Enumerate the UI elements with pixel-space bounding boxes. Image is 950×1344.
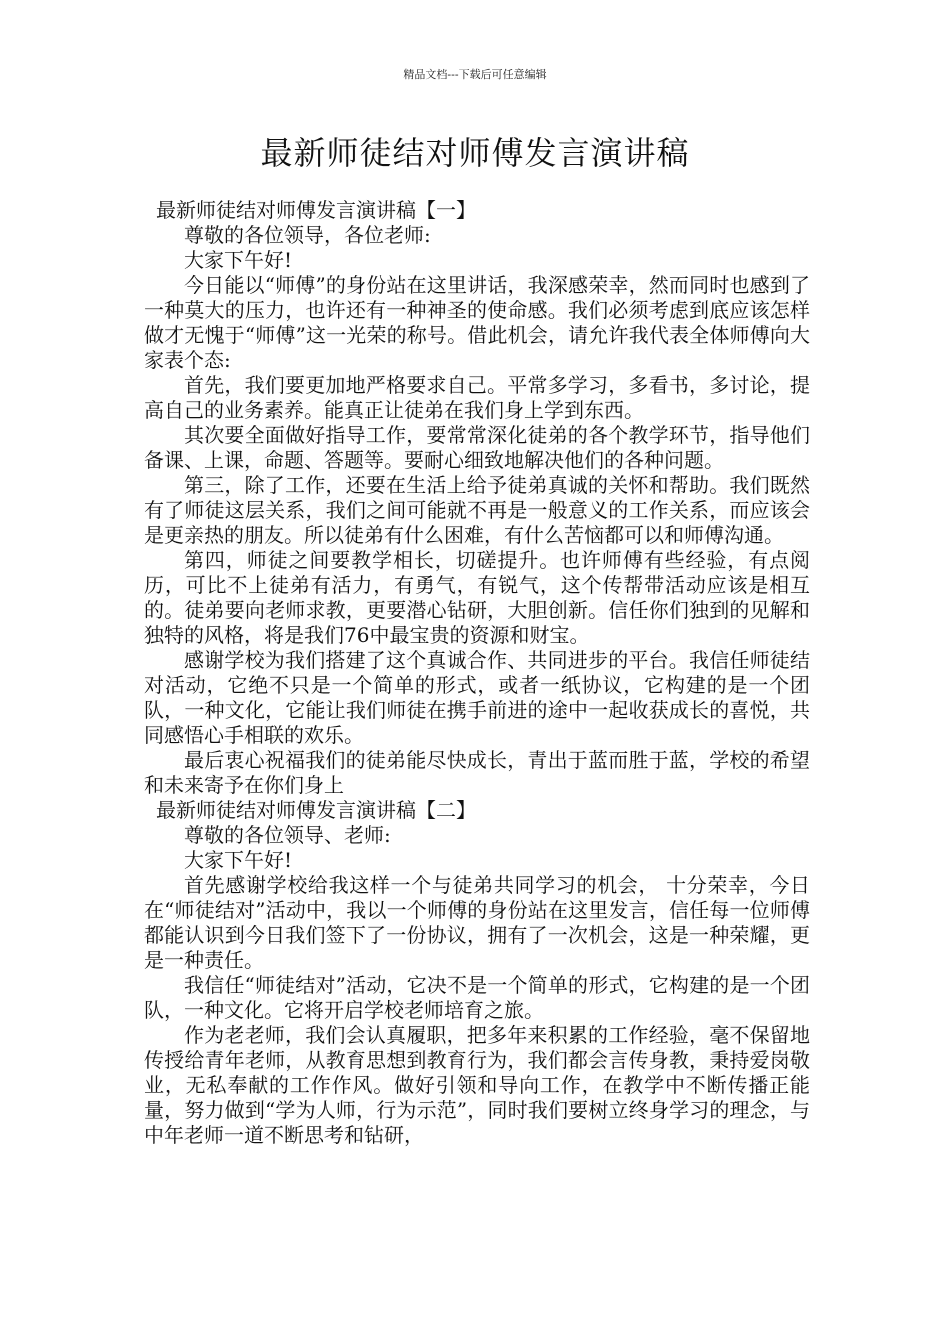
paragraph: 最后衷心祝福我们的徒弟能尽快成长，青出于蓝而胜于蓝，学校的希望和未来寄予在你们身上 <box>144 748 810 797</box>
paragraph: 第四，师徒之间要教学相长，切磋提升。也许师傅有些经验，有点阅历，可比不上徒弟有活力，有勇气，有锐气，这个传帮带活动应该是相互的。徒弟要向老师求教，更要潜心钻研，大胆创新。信任你们独到的见解和独特的风格，将是我们76中最宝贵的资源和财宝。 <box>144 548 810 647</box>
greeting: 大家下午好! <box>184 248 293 272</box>
section-2 <box>144 798 810 1148</box>
section-1 <box>144 198 810 798</box>
document-body <box>144 198 810 1148</box>
header-note: 精品文档---下载后可任意编辑 <box>403 68 547 81</box>
paragraph: 第三，除了工作，还要在生活上给予徒弟真诚的关怀和帮助。我们既然有了师徒这层关系，我们之间可能就不再是一般意义的工作关系，而应该会是更亲热的朋友。所以徒弟有什么困难，有什么苦恼都可以和师傅沟通。 <box>144 473 810 547</box>
paragraph: 首先，我们要更加地严格要求自己。平常多学习，多看书，多讨论，提高自己的业务素养。能真正让徒弟在我们身上学到东西。 <box>144 373 810 422</box>
salutation: 尊敬的各位领导、老师: <box>184 823 391 847</box>
salutation: 尊敬的各位领导，各位老师: <box>184 223 431 247</box>
paragraph: 今日能以“师傅”的身份站在这里讲话，我深感荣幸，然而同时也感到了一种莫大的压力，也许还有一种神圣的使命感。我们必须考虑到底应该怎样做才无愧于“师傅”这一光荣的称号。借此机会，请允许我代表全体师傅向大家表个态: <box>144 273 810 372</box>
paragraph: 我信任“师徒结对”活动，它决不是一个简单的形式，它构建的是一个团队，一种文化。它将开启学校老师培育之旅。 <box>144 973 810 1022</box>
paragraph: 感谢学校为我们搭建了这个真诚合作、共同进步的平台。我信任师徒结对活动，它绝不只是一个简单的形式，或者一纸协议，它构建的是一个团队，一种文化，它能让我们师徒在携手前进的途中一起收获成长的喜悦，共同感悟心手相联的欢乐。 <box>144 648 810 747</box>
document-title: 最新师徒结对师傅发言演讲稿 <box>260 134 690 172</box>
section-heading: 最新师徒结对师傅发言演讲稿【一】 <box>156 198 476 222</box>
greeting: 大家下午好! <box>184 848 293 872</box>
paragraph: 首先感谢学校给我这样一个与徒弟共同学习的机会， 十分荣幸，今日在“师徒结对”活动中，我以一个师傅的身份站在这里发言，信任每一位师傅都能认识到今日我们签下了一份协议，拥有了一次机会，这是一种荣耀，更是一种责任。 <box>144 873 810 972</box>
paragraph: 作为老老师，我们会认真履职，把多年来积累的工作经验，毫不保留地传授给青年老师，从教育思想到教育行为，我们都会言传身教，秉持爱岗敬业，无私奉献的工作作风。做好引领和导向工作，在教学中不断传播正能量，努力做到“学为人师，行为示范”，同时我们要树立终身学习的理念，与中年老师一道不断思考和钻研， <box>144 1023 810 1147</box>
paragraph: 其次要全面做好指导工作，要常常深化徒弟的各个教学环节，指导他们备课、上课，命题、答题等。要耐心细致地解决他们的各种问题。 <box>144 423 810 472</box>
section-heading: 最新师徒结对师傅发言演讲稿【二】 <box>156 798 476 822</box>
